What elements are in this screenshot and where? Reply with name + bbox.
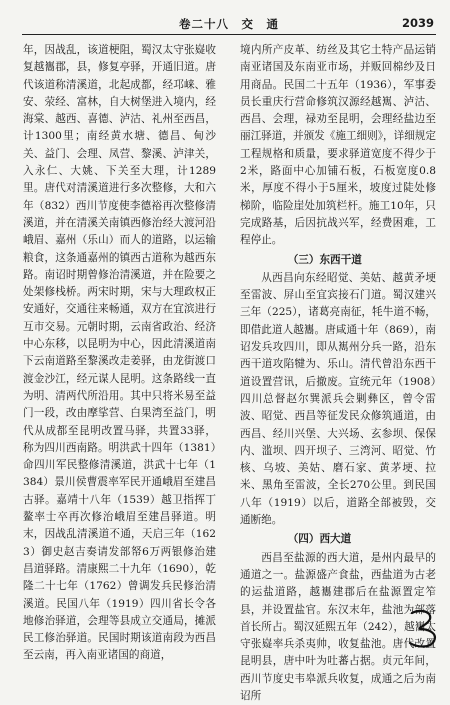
page-number: 2039 — [401, 16, 434, 30]
paragraph: 西昌至盐源的西大道，是州内最早的通道之一。盐源盛产食盐，西盐道为古老的运盐道路，越巂建郡后在盐源置定笮县，并设置盐官。东汉末年，盐池为部落首长所占。蜀汉延熙五年（242），越巂太守张嶷率兵杀夷帅，收复盐池。唐代改置昆明县，唐中叶为吐蕃占据。贞元年间，西川节度史韦皋派兵收复，成通之后为南诏所 — [240, 551, 436, 702]
chapter-title: 卷二十八 交 通 — [179, 17, 279, 31]
page-header — [22, 12, 436, 35]
handwritten-mark-icon — [406, 607, 444, 651]
paragraph: 境内所产皮革、纺丝及其它土特产品运销南亚诸国及东南亚市场，并贩回棉纱及日用商品。民国二十五年（1936），军事委员长重庆行营命修筑汉源经越嶲、泸沽、西昌、会理，禄劝至昆明，会理经盐边至丽江驿道，并颁发《施工细则》，详细规定工程规格和质量，要求驿道宽度不得少于2米，路面中心加铺石板，石板宽度0.8米，厚度不得小于5厘米，坡度过陡处修梯阶，临险崖处加筑栏杆。施工10年，只完成路基，后因抗战兴军，经费困难，工程停止。 — [240, 44, 436, 247]
section-heading: （四）西大道 — [287, 533, 352, 546]
section-heading: （三）东西干道 — [287, 253, 362, 266]
paragraph: 从西昌向东经昭觉、美姑、越黄矛埂至雷波、屏山至宜宾接石门道。蜀汉建兴三年（225），诸葛亮南征，牦牛道不畅，即借此道人越巂。唐咸通十年（869），南诏发兵攻四川，即从嶲州分兵一路，沿东西干道攻陷犍为、乐山。清代曾沿东西干道设置营讯，后撤废。宣统元年（1908）四川总督赵尔巽派兵会剿彝区，曾令雷波、昭觉、西昌等征发民众修筑通道，由西昌、经川兴堡、大兴场、玄参坝、保保内、滥坝、四开坝子、三湾河、昭觉、竹核、乌坡、美姑、磨石家、黄茅埂、拉米、黑角至雷波，全长270公里。到民国八年（1919）以后，道路全部被毁，交通断绝。 — [240, 271, 436, 527]
paragraph: 年，因战乱，该道梗阻，蜀汉太守张嶷收复越巂郡，县，修复亭驿，开通旧道。唐代该道称清溪道，北起成都，经邛崃、雅安、荥经、富林，自大树堡进入境内，经海棠、越西、喜德、泸沽、礼州至西昌，计1300里；南经黄水塘、德昌、甸沙关、益门、会理、凤营、黎溪、泸津关，入永仁、大姚、下关至大理，计1289里。唐代对清溪道进行多次整修，大和六年（832）西川节度使李德裕再次整修清溪道，并在清溪关南镇西修治经大渡河沿峨眉、嘉州（乐山）而人的道路，以运输粮食，这条通嘉州的镇西古道称为越西东路。南诏时期曾修治清溪道，并在险要之处架修栈桥。两宋时期，宋与大理政权正安通好，交通往来畅通，双方在宜滨进行互市交易。元朝时期，云南省政治、经济中心东移，以昆明为中心，因此清溪道南下云南道路至黎溪改走姜驿，由龙街渡口渡金沙江，经元谋人昆明。这条路线一直为明、清两代所沿用。其中只将米易至益门一段，改由摩挲营、白果湾至益门，明代从成都至昆明改置马驿，共置33驿，称为四川西南路。明洪武十四年（1381）命四川军民整修清溪道，洪武十七年（1384）景川侯曹震率军民开通峨眉至建昌古驿。嘉靖十八年（1539）越卫指挥丁鳌率士卒再次修治峨眉至建昌驿道。明末，因战乱清溪道不通，天启三年（1623）御史赵吉奏请发部帑6万两银修治建昌道驿路。清康熙二十九年（1690），乾隆二十七年（1762）曾调发兵民修治清溪道。民国八年（1919）四川省长令各地修治驿道，会理等县成立交通局，摊派民工修治驿道。民国时期该道南段为西昌至云南，再入南亚诸国的商道， — [23, 44, 216, 662]
right-column — [240, 42, 436, 702]
left-column — [23, 42, 216, 662]
